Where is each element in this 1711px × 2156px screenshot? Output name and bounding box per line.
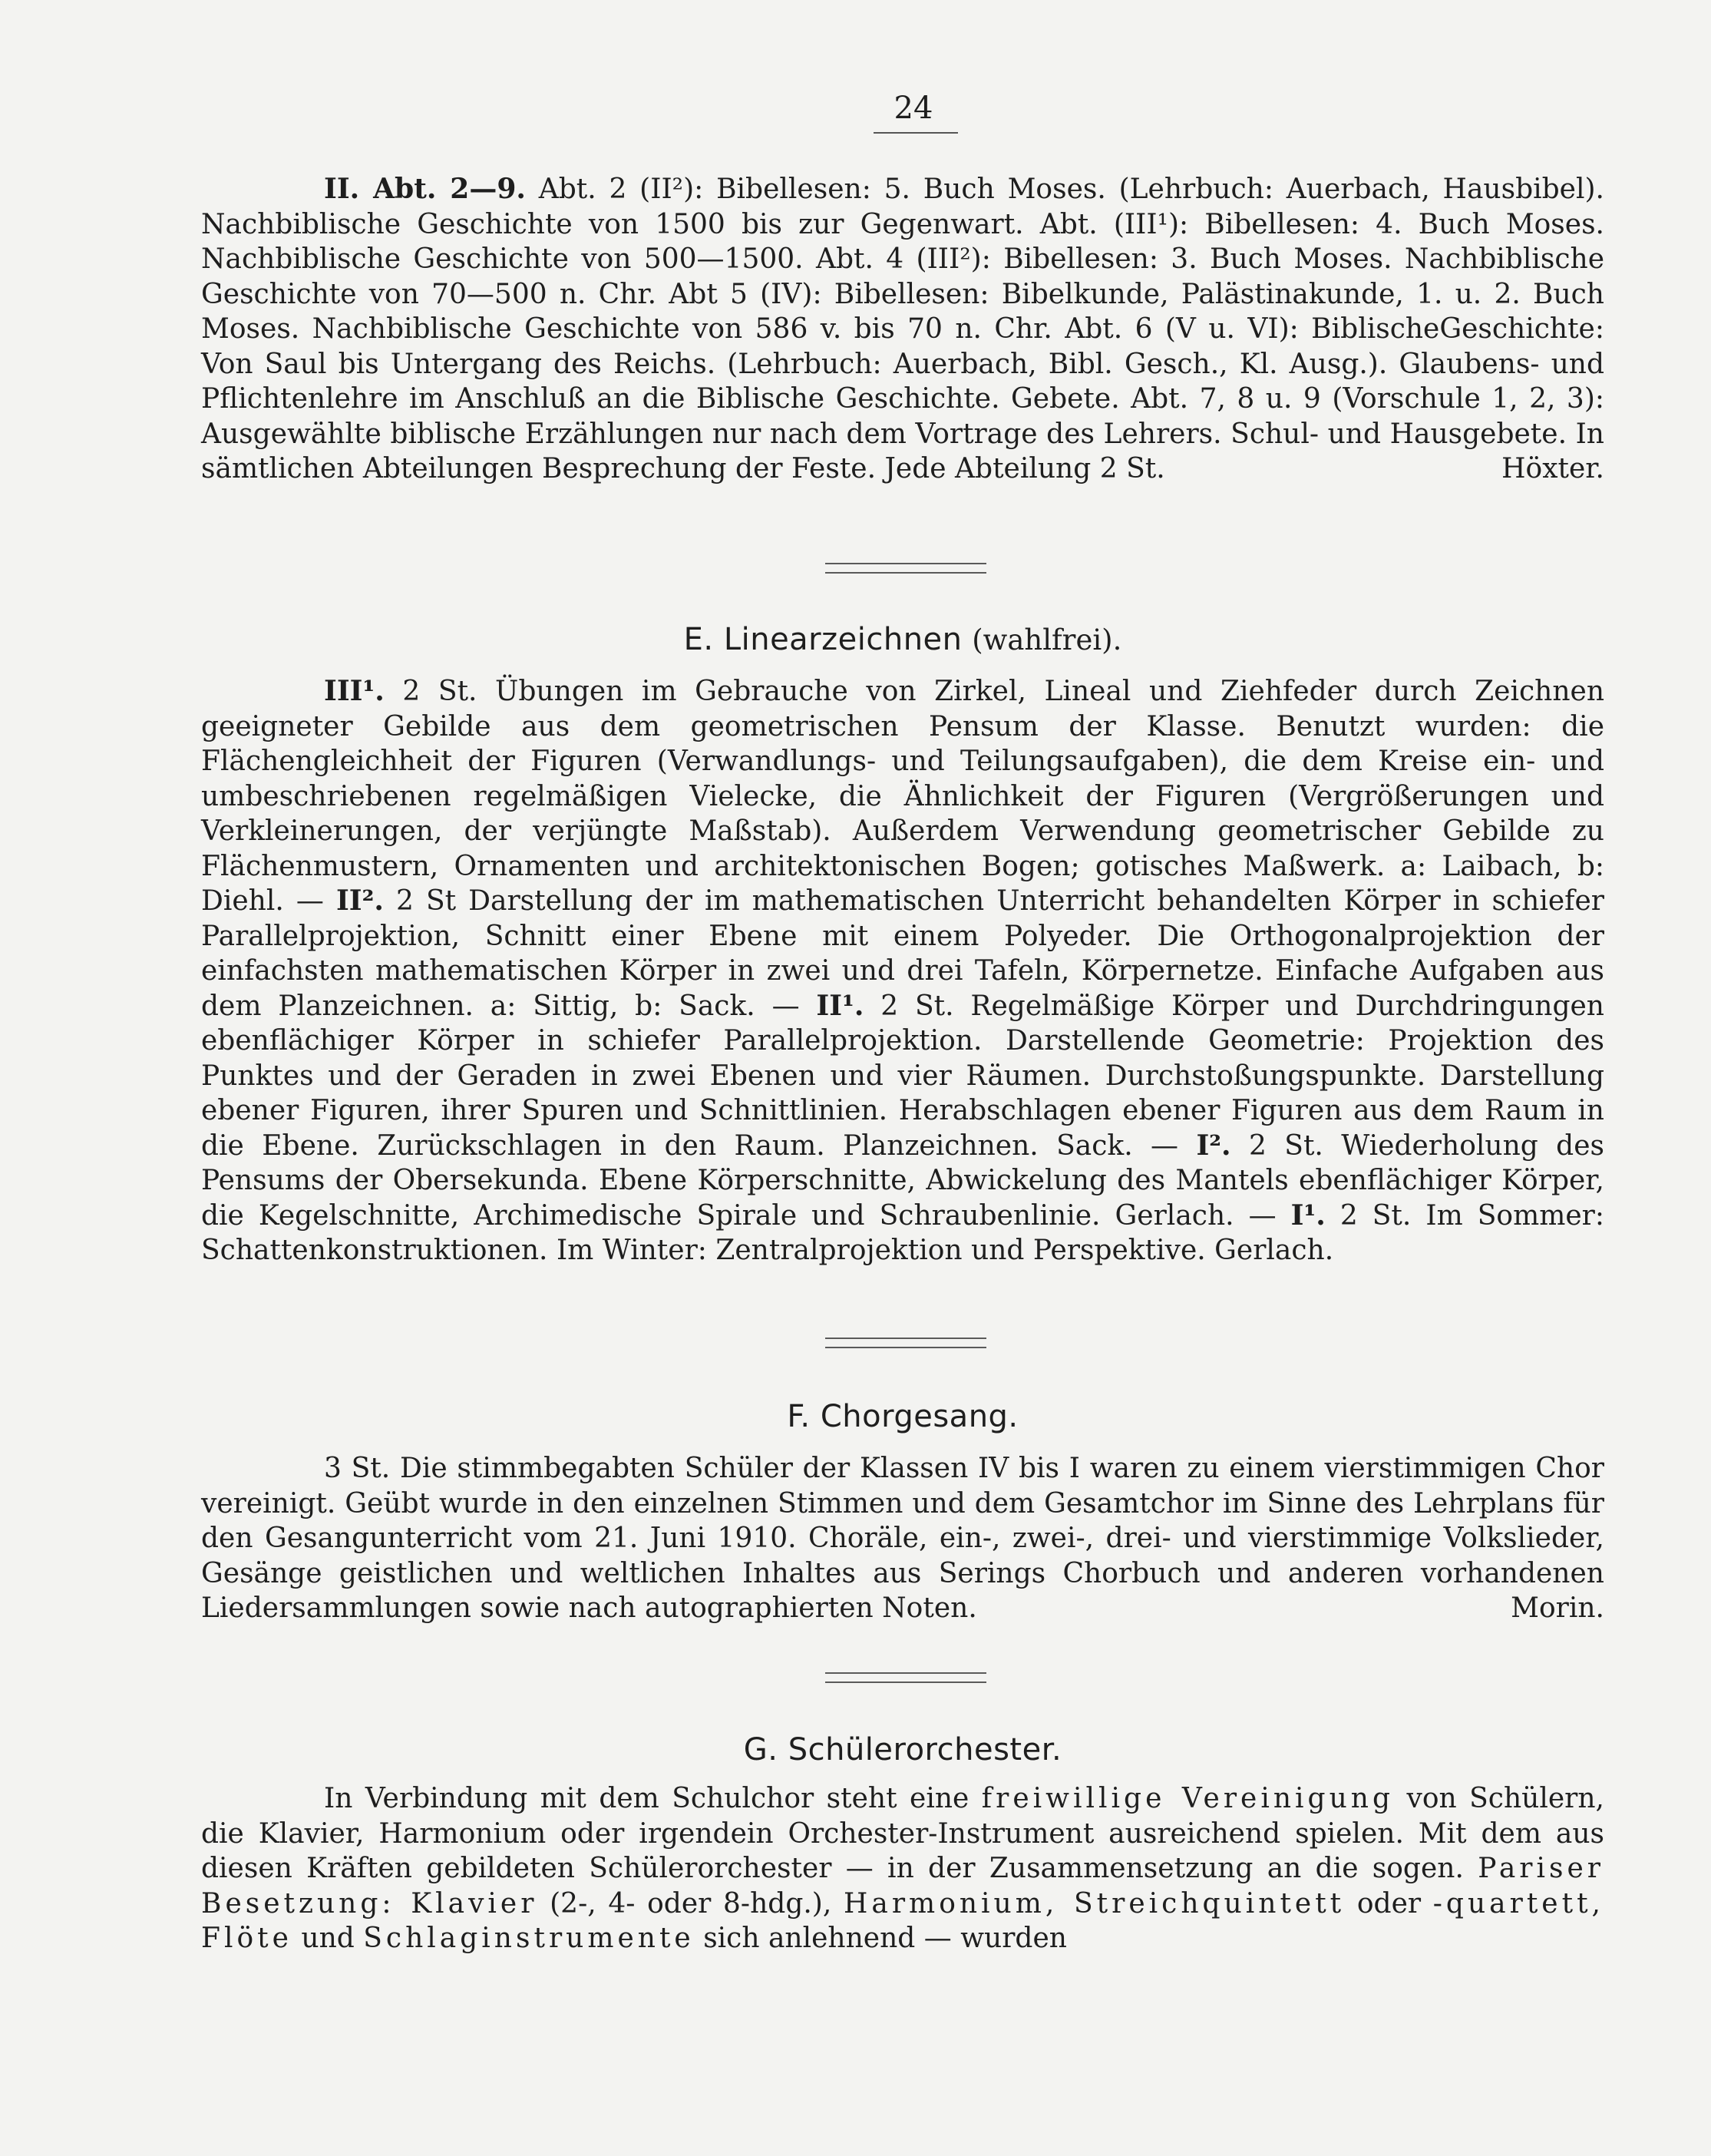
religion-text-block	[201, 172, 1604, 487]
section-f-heading	[201, 1399, 1604, 1434]
section-e-heading	[201, 622, 1604, 657]
class-lead: II².	[335, 885, 384, 917]
religion-paragraph	[201, 172, 1604, 487]
section-divider	[825, 1672, 986, 1683]
section-g-title: G. Schülerorchester.	[743, 1732, 1062, 1767]
section-g-text: (2-, 4- oder 8-hdg.),	[550, 1887, 832, 1920]
section-e-body	[201, 674, 1604, 1268]
religion-lead: II. Abt. 2—9.	[324, 173, 526, 205]
section-g-text: In Verbindung mit dem Schulchor steht eine	[324, 1783, 969, 1814]
class-text: 2 St. Wiederholung des Pensums der Obersekunda. Ebene Körperschnitte, Abwickelung des Mantels ebenflächiger Körper, die Kegelschnitte, Archimedische Spirale und Schraubenlinie. Gerlach. —	[201, 1129, 1605, 1232]
section-g-paragraph	[201, 1781, 1604, 1956]
section-g-emphasis: Harmonium, Streichquintett	[843, 1887, 1346, 1920]
section-divider	[825, 563, 986, 574]
section-g-heading	[201, 1732, 1604, 1767]
class-lead: I².	[1196, 1129, 1231, 1162]
section-g-text: sich anlehnend — wurden	[703, 1923, 1067, 1954]
class-lead: I¹.	[1290, 1199, 1326, 1232]
section-g-emphasis: Schlaginstrumente	[363, 1923, 695, 1954]
section-g-emphasis: -quartett, Flöte	[201, 1887, 1604, 1954]
page-number: 24	[893, 91, 933, 126]
section-e-note: (wahlfrei).	[972, 623, 1122, 656]
class-lead: II¹.	[816, 989, 864, 1022]
class-text: 2 St. Übungen im Gebrauche von Zirkel, Lineal und Ziehfeder durch Zeichnen geeigneter Gebilde aus dem geometrischen Pensum der Klasse. Benutzt wurden: die Flächengleichheit der Figuren (Verwandlungs- und Teilungsaufgaben), die dem Kreise ein- und umbeschriebenen regelmäßigen Vielecke, die Ähnlichkeit der Figuren (Vergrößerungen und Verkleinerungen, der verjüngte Maßstab). Außerdem Verwendung geometrischer Gebilde zu Flächenmustern, Ornamenten und architektonischen Bogen; gotisches Maßwerk. a: Laibach, b: Diehl. —	[201, 676, 1604, 917]
section-g-text: und	[301, 1923, 355, 1954]
section-f-body	[201, 1451, 1604, 1626]
section-g-emphasis: Pariser Besetzung: Klavier	[201, 1853, 1604, 1920]
section-e-title: E. Linearzeichnen	[683, 622, 963, 657]
section-g-body	[201, 1781, 1604, 1956]
section-f-title: F. Chorgesang.	[787, 1399, 1019, 1434]
section-divider	[825, 1338, 986, 1348]
section-f-signature: Morin.	[1511, 1592, 1604, 1624]
class-text: 2 St Darstellung der im mathematischen Unterricht behandelten Körper in schiefer Parallelprojektion, Schnitt einer Ebene mit einem Polyeder. Die Orthogonalprojektion der einfachsten mathematischen Körper in zwei und drei Tafeln, Körpernetze. Einfache Aufgaben aus dem Planzeichnen. a: Sittig, b: Sack. —	[201, 885, 1604, 1022]
page-number-rule	[874, 132, 958, 134]
religion-signature: Höxter.	[1501, 453, 1604, 484]
class-text: 2 St. Regelmäßige Körper und Durchdringungen ebenflächiger Körper in schiefer Parallelprojektion. Darstellende Geometrie: Projektion des Punktes und der Geraden in zwei Ebenen und vier Räumen. Durchstoßungspunkte. Darstellung ebener Figuren, ihrer Spuren und Schnittlinien. Herabschlagen ebener Figuren aus dem Raum in die Ebene. Zurückschlagen in den Raum. Planzeichnen. Sack. —	[201, 990, 1604, 1162]
section-g-emphasis: freiwillige Vereinigung	[981, 1783, 1395, 1814]
section-e-paragraph	[201, 674, 1604, 1268]
section-f-paragraph	[201, 1451, 1604, 1626]
class-text: 2 St. Im Sommer: Schattenkonstruktionen. Im Winter: Zentralprojektion und Perspektive. Gerlach.	[201, 1199, 1604, 1266]
section-f-text: 3 St. Die stimmbegabten Schüler der Klassen IV bis I waren zu einem vierstimmigen Chor vereinigt. Geübt wurde in den einzelnen Stimmen und dem Gesamtchor im Sinne des Lehrplans für den Gesangunterricht vom 21. Juni 1910. Choräle, ein-, zwei-, drei- und vierstimmige Volkslieder, Gesänge geistlichen und weltlichen Inhaltes aus Serings Chorbuch und anderen vorhandenen Liedersammlungen sowie nach autographierten Noten.	[201, 1453, 1604, 1624]
class-lead: III¹.	[324, 675, 385, 707]
section-g-text: oder	[1356, 1887, 1422, 1920]
section-g-text: von Schülern, die Klavier, Harmonium oder irgendein Orchester-Instrument ausreichend spielen. Mit dem aus diesen Kräften gebildeten Schülerorchester — in der Zusammensetzung an die sogen.	[201, 1783, 1604, 1884]
religion-text: Abt. 2 (II²): Bibellesen: 5. Buch Moses. (Lehrbuch: Auerbach, Hausbibel). Nachbiblische Geschichte von 1500 bis zur Gegenwart. Abt. (III¹): Bibellesen: 4. Buch Moses. Nachbiblische Geschichte von 500—1500. Abt. 4 (III²): Bibellesen: 3. Buch Moses. Nachbiblische Geschichte von 70—500 n. Chr. Abt 5 (IV): Bibellesen: Bibelkunde, Palästinakunde, 1. u. 2. Buch Moses. Nachbiblische Geschichte von 586 v. bis 70 n. Chr. Abt. 6 (V u. VI): BiblischeGeschichte: Von Saul bis Untergang des Reichs. (Lehrbuch: Auerbach, Bibl. Gesch., Kl. Ausg.). Glaubens- und Pflichtenlehre im Anschluß an die Biblische Geschichte. Gebete. Abt. 7, 8 u. 9 (Vorschule 1, 2, 3): Ausgewählte biblische Erzählungen nur nach dem Vortrage des Lehrers. Schul- und Hausgebete. In sämtlichen Abteilungen Besprechung der Feste. Jede Abteilung 2 St.	[201, 174, 1604, 484]
